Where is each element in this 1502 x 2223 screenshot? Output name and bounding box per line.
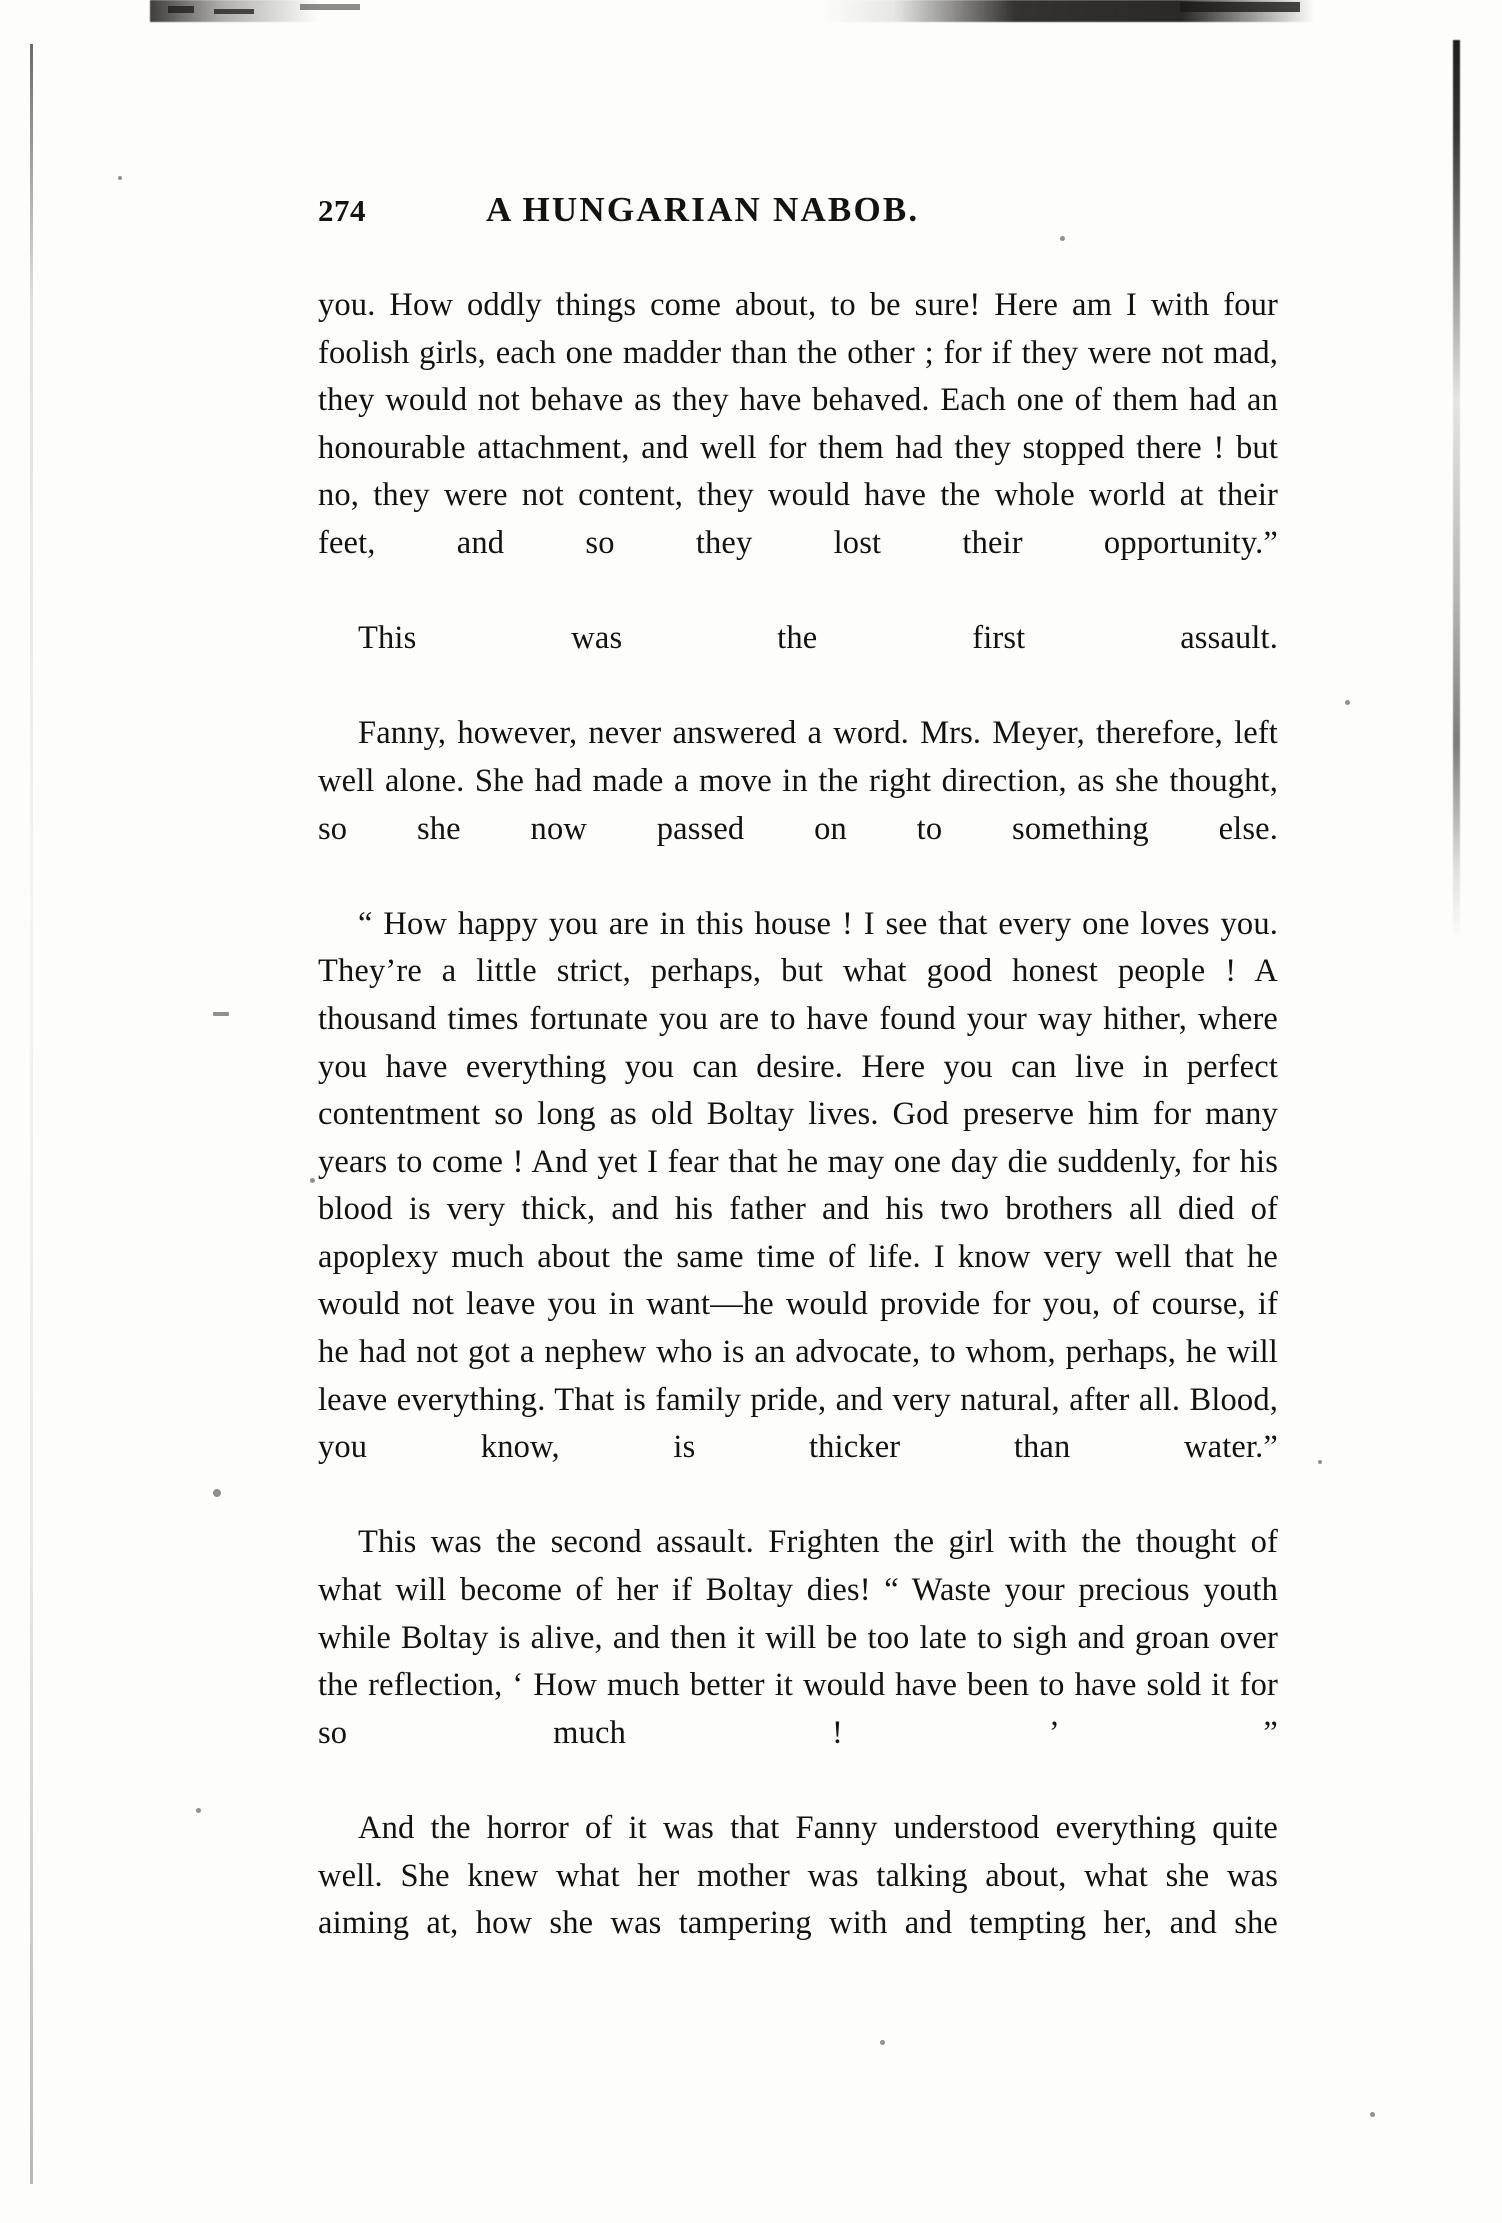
scan-fleck bbox=[168, 6, 194, 13]
body-paragraph: This was the second assault. Frighten the girl with the thought of what will become of her if Boltay dies! “ Waste your precious youth while Boltay is alive, and then it will be too late to sigh and groan over the reflection, ‘ How much better it would have been to have sold it for so much ! ’ ” bbox=[318, 1524, 1278, 1751]
scan-fleck bbox=[1180, 2, 1300, 12]
running-head: A HUNGARIAN NABOB. bbox=[486, 190, 920, 229]
scan-fleck bbox=[300, 4, 360, 10]
scan-speck bbox=[118, 176, 122, 180]
body-paragraph: Fanny, however, never answered a word. Mrs. Meyer, therefore, left well alone. She had made a move in the right direction, as she thought, so she now passed on to something else. bbox=[318, 715, 1278, 847]
scan-speck bbox=[213, 1489, 221, 1497]
page-text-block bbox=[318, 190, 1278, 1995]
scan-speck bbox=[880, 2040, 885, 2045]
body-paragraph: This was the first assault. bbox=[358, 620, 1278, 657]
scan-speck bbox=[1318, 1460, 1322, 1464]
scan-speck bbox=[213, 1012, 229, 1016]
body-paragraph: “ How happy you are in this house ! I see that every one loves you. They’re a little strict, perhaps, but what good honest people ! A thousand times fortunate you are to have found your way hither, where you have everything you can desire. Here you can live in perfect contentment so long as old Boltay lives. God preserve him for many years to come ! And yet I fear that he may one day die suddenly, for his blood is very thick, and his father and his two brothers all died of apoplexy much about the same time of life. I know very well that he would not leave you in want—he would provide for you, of course, if he had not got a nephew who is an advocate, to whom, perhaps, he will leave everything. That is family pride, and very natural, after all. Blood, you know, is thicker than water.” bbox=[318, 905, 1278, 1466]
scan-speck bbox=[1345, 700, 1350, 705]
scan-speck bbox=[1370, 2112, 1375, 2117]
page-edge-left bbox=[30, 44, 33, 2184]
scan-fleck bbox=[214, 9, 254, 14]
scan-speck bbox=[196, 1808, 201, 1813]
scan-speck bbox=[310, 1178, 315, 1183]
body-paragraph: you. How oddly things come about, to be sure! Here am I with four foolish girls, each one madder than the other ; for if they were not mad, they would not behave as they have behaved. Each one of them had an honourable attachment, and well for them had they stopped there ! but no, they were not content, they would have the whole world at their feet, and so they lost their opportunity.” bbox=[318, 287, 1278, 561]
body-paragraph: And the horror of it was that Fanny understood everything quite well. She knew what her mother was talking about, what she was aiming at, how she was tampering with and tempting her, and she bbox=[318, 1810, 1278, 1942]
page-number: 274 bbox=[318, 193, 366, 228]
page-header bbox=[318, 190, 1278, 230]
page-edge-right bbox=[1453, 40, 1460, 940]
